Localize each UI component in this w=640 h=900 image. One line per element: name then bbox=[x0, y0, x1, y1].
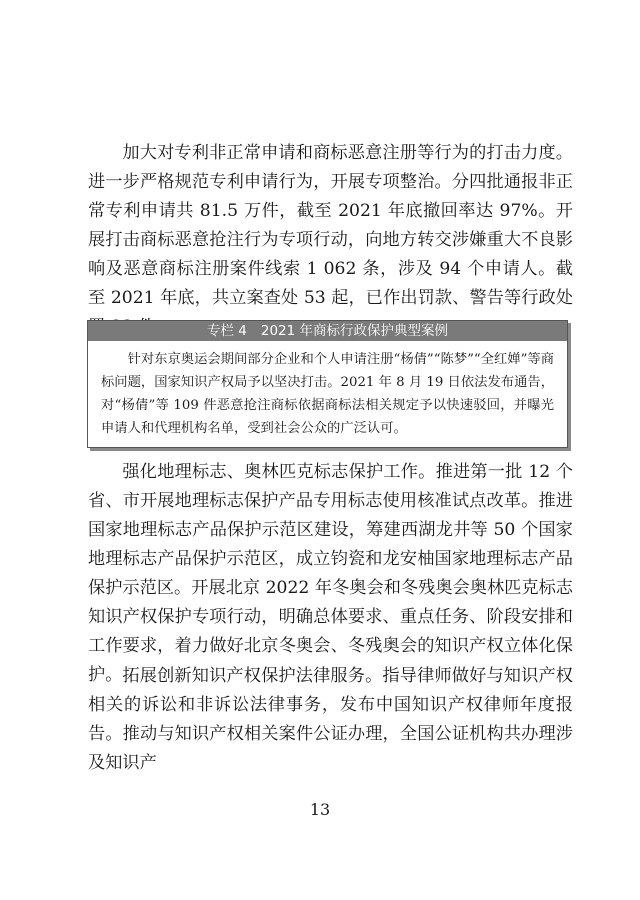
sidebar-box-case-study bbox=[87, 320, 568, 448]
paragraph-enforcement: 加大对专利非正常申请和商标恶意注册等行为的打击力度。进一步严格规范专利申请行为，开展专项整治。分四批通报非正常专利申请共 81.5 万件，截至 2021 年底撤回率达 97%。开展打击商标恶意抢注行为专项行动，向地方转交涉嫌重大不良影响及恶意商标注册案件线索 1 062 条，涉及 94 个申请人。截至 2021 年底，共立案查处 53 起，已作出罚款、警告等行政处 bbox=[88, 143, 573, 308]
box-title: 2021 年商标行政保护典型案例 bbox=[260, 323, 449, 339]
box-header bbox=[88, 321, 567, 341]
page-number: 13 bbox=[309, 800, 331, 819]
box-label: 专栏 4 bbox=[206, 323, 247, 339]
paragraph-legal-services: 拓展创新知识产权保护法律服务。指导律师做好与知识产权相关的诉讼和非诉讼法律事务，发布中国知识产权律师年度报告。推动与知识产权相关案件公证办理，全国公证机构共办理涉及知识产 bbox=[88, 666, 573, 773]
paragraph-geographical-indications: 强化地理标志、奥林匹克标志保护工作。推进第一批 12 个省、市开展地理标志保护产品专用标志使用核准试点改革。推进国家地理标志产品保护示范区建设，筹建西湖龙井等 50 个国家地理标志产品保护示范区，成立钧瓷和龙安柚国家地理标志产品保护示范区。开展北京 2022 年冬奥会和冬残奥会奥林匹克标志知识产权保护专项行动，明确总体要求、重点任务、阶段安排和工作要求，着力做好北京冬奥会、冬残奥会的知识产权立体化保护。 bbox=[88, 462, 573, 685]
box-body-text: 针对东京奥运会期间部分企业和个人申请注册“杨倩”“陈梦”“全红婵”等商标问题，国家知识产权局予以坚决打击。2021 年 8 月 19 日依法发布通告，对“杨倩”等 109 件恶意抢注商标依据商标法相关规定予以快速驳回，并曝光申请人和代理机构名单，受到社会公众的广泛认可。 bbox=[101, 352, 554, 436]
